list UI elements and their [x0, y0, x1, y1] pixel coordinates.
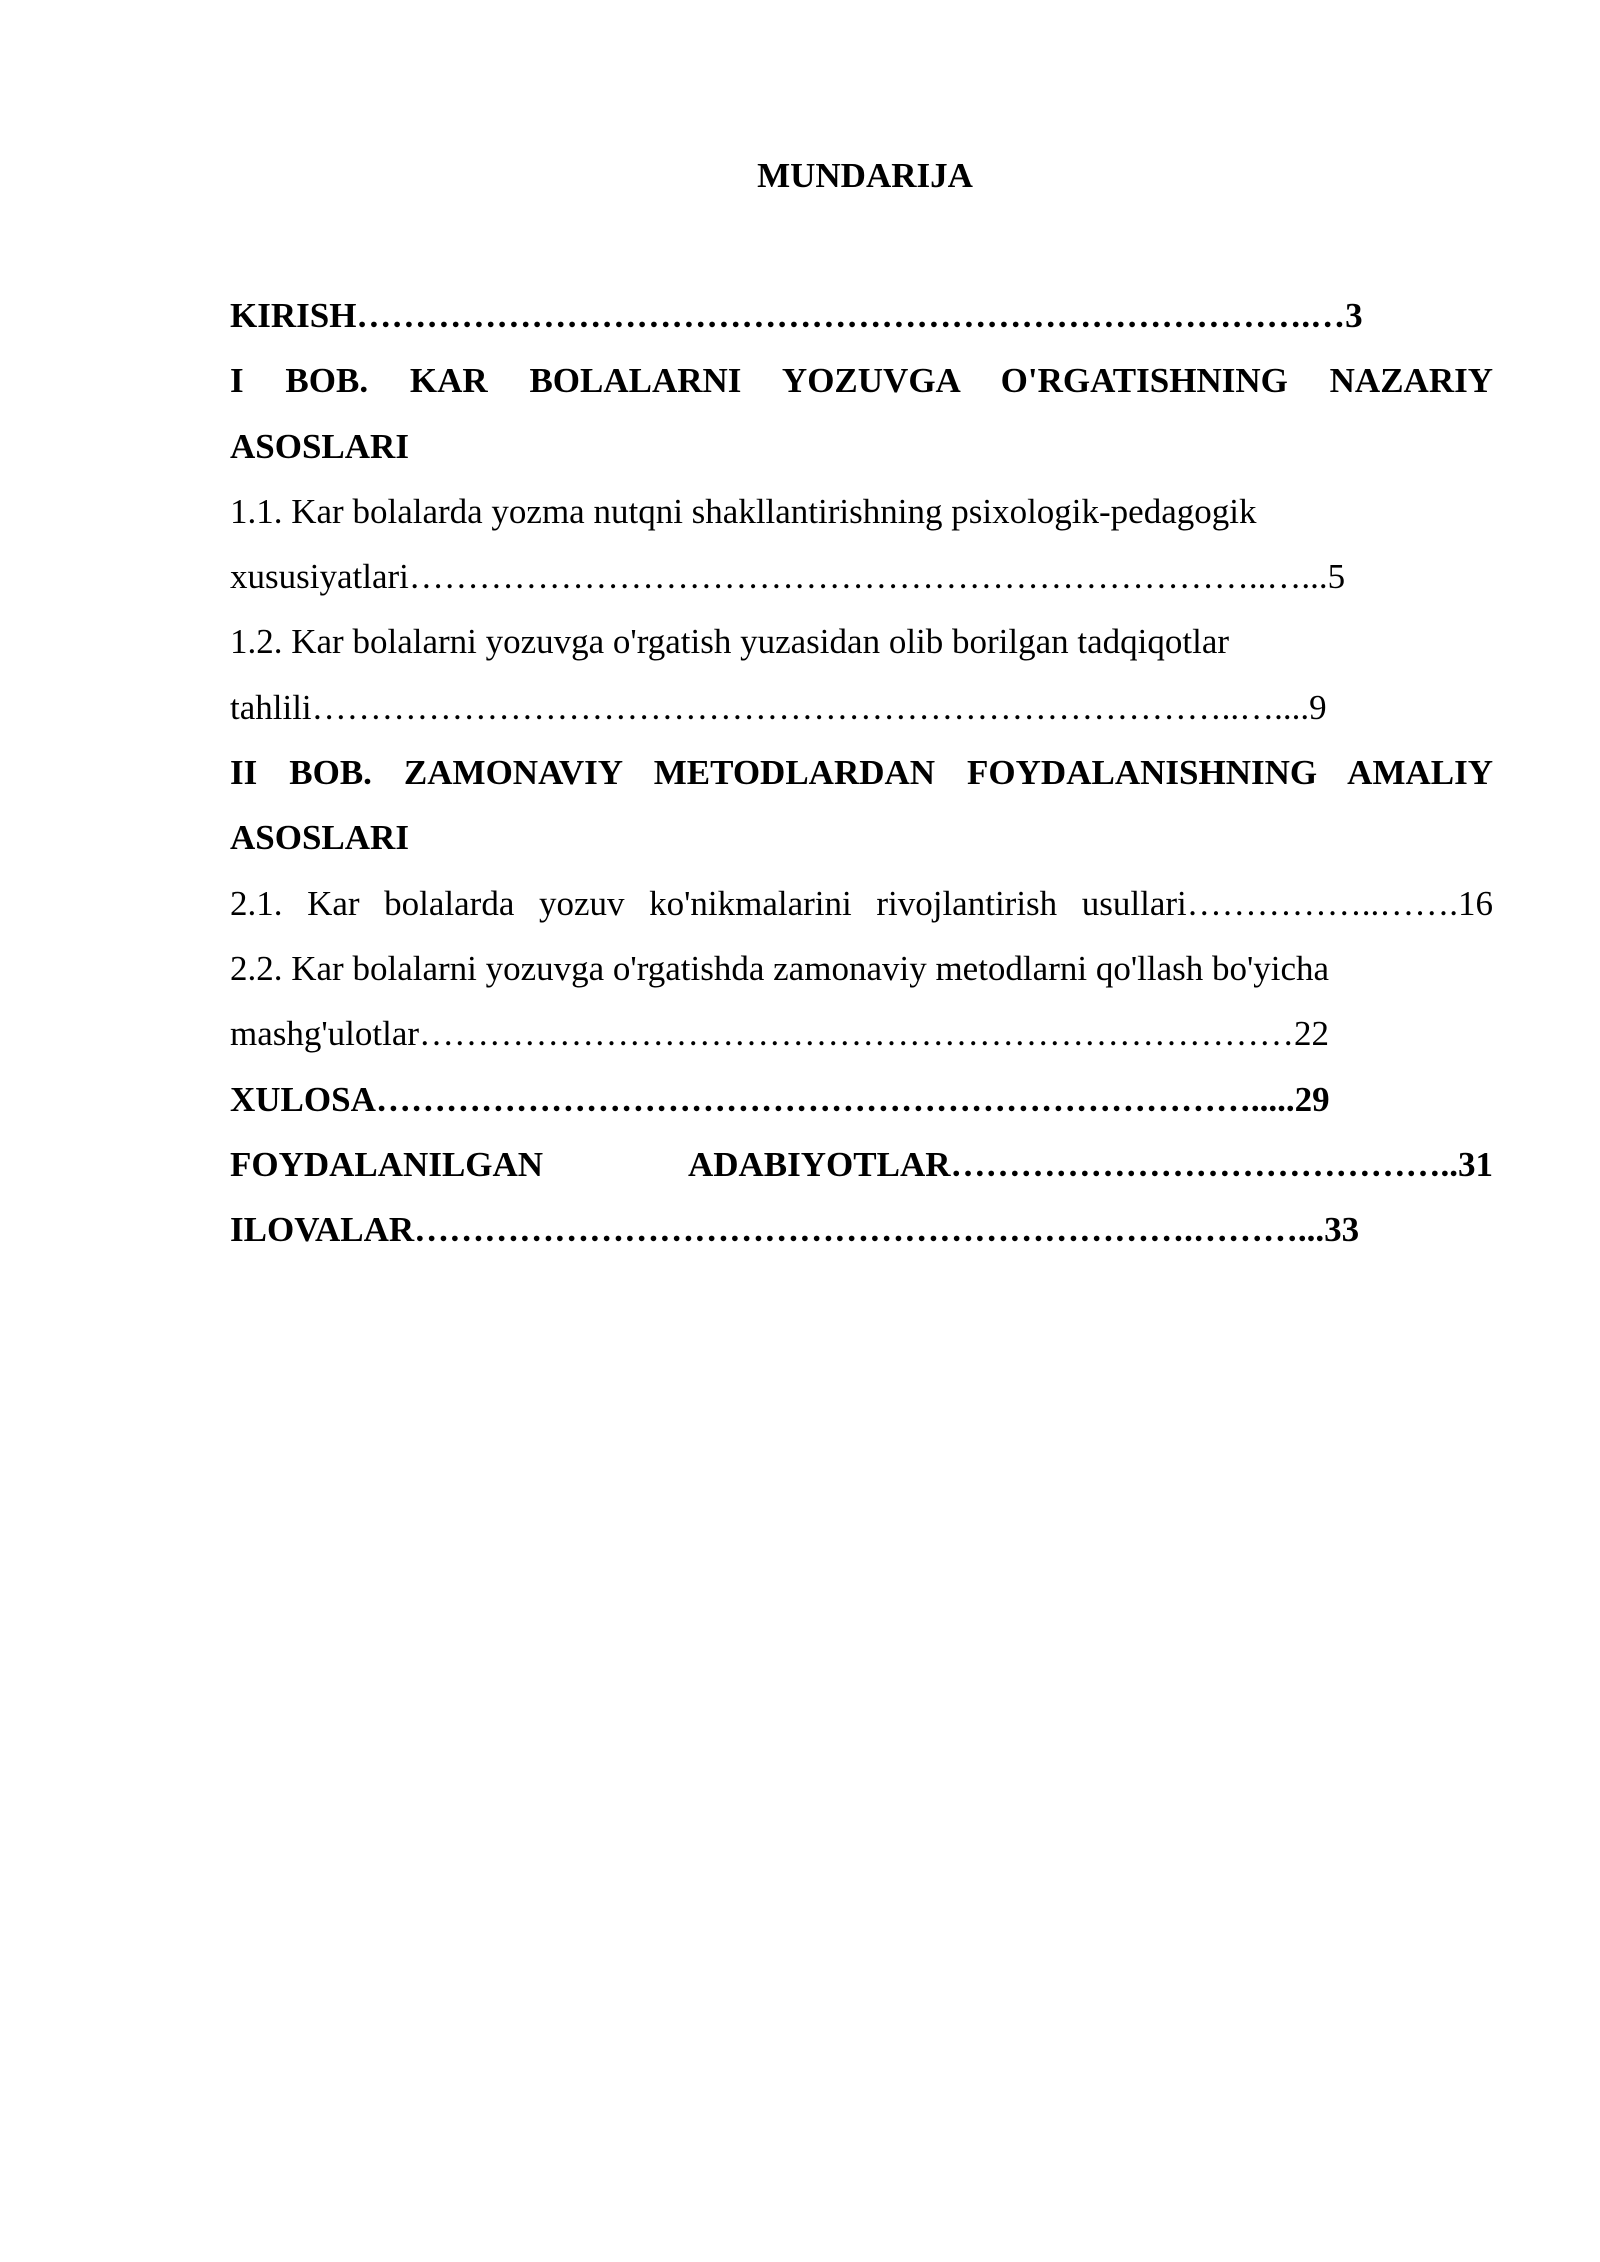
- toc-entry-ilovalar: ILOVALAR………………………………………………………….………...33: [230, 1210, 1360, 1250]
- toc-chapter-1-title: I BOB. KAR BOLALARNI YOZUVGA O'RGATISHNING NAZARIY: [230, 361, 1493, 401]
- table-of-contents: [230, 293, 1493, 1272]
- toc-section-1-2-continued: tahlili……………………………………………………………………..…....9: [230, 687, 1327, 727]
- toc-chapter-1-title-continued: ASOSLARI: [230, 426, 409, 466]
- toc-chapter-2-title-continued: ASOSLARI: [230, 818, 409, 858]
- toc-entry-kirish: KIRISH……………………………………………………………………….…3: [230, 296, 1363, 335]
- toc-chapter-2-title: II BOB. ZAMONAVIY METODLARDAN FOYDALANISHNING AMALIY: [230, 753, 1493, 793]
- toc-entry-xulosa: XULOSA………………………………………………………………….....29: [230, 1079, 1330, 1119]
- page-title: MUNDARIJA: [757, 156, 973, 195]
- toc-section-2-1: 2.1. Kar bolalarda yozuv ko'nikmalarini rivojlantirish usullari……………..…….16: [230, 883, 1493, 923]
- toc-section-2-2-continued: mashg'ulotlar…………………………………………………………………22: [230, 1014, 1330, 1054]
- toc-section-1-1-continued: xususiyatlari………………………………………………………………..…...5: [230, 557, 1346, 597]
- toc-section-1-1: 1.1. Kar bolalarda yozma nutqni shakllantirishning psixologik-pedagogik: [230, 491, 1257, 531]
- toc-section-2-2: 2.2. Kar bolalarni yozuvga o'rgatishda zamonaviy metodlarni qo'llash bo'yicha: [230, 948, 1330, 988]
- toc-section-1-2: 1.2. Kar bolalarni yozuvga o'rgatish yuzasidan olib borilgan tadqiqotlar: [230, 622, 1230, 662]
- toc-entry-adabiyotlar: FOYDALANILGAN ADABIYOTLAR……………………………………..31: [230, 1144, 1493, 1184]
